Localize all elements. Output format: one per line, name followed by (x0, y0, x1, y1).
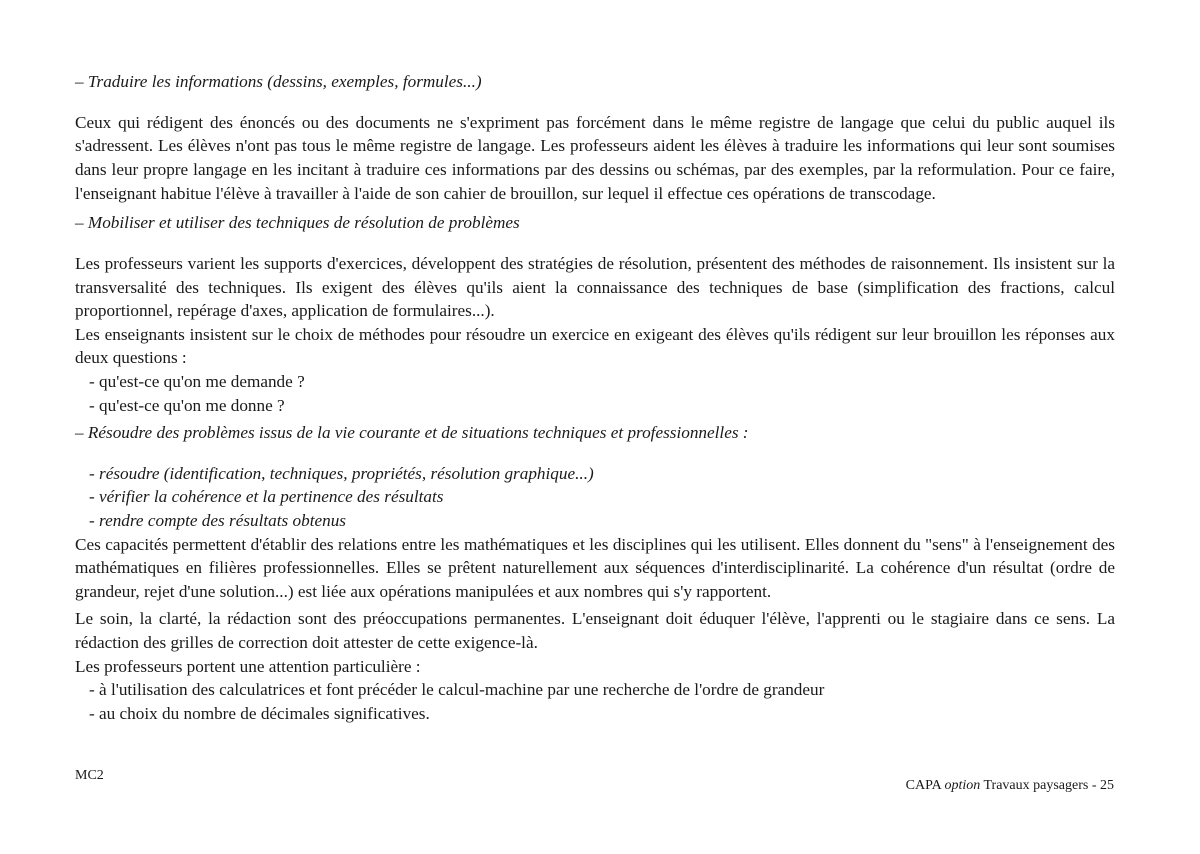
section-heading-traduire: – Traduire les informations (dessins, exemples, formules...) (75, 72, 482, 91)
list-item: - au choix du nombre de décimales significatives. (89, 703, 430, 723)
list-item: - à l'utilisation des calculatrices et font précéder le calcul-machine par une recherche de l'ordre de grandeur (89, 680, 825, 700)
paragraph-methodes: Les enseignants insistent sur le choix de méthodes pour résoudre un exercice en exigeant des élèves qu'ils rédigent sur leur brouillon les réponses aux deux questions : (75, 324, 1115, 368)
list-item: - qu'est-ce qu'on me donne ? (89, 395, 285, 415)
questions-list (75, 370, 1115, 417)
footer-option: option (944, 778, 981, 793)
paragraph-traduire: Ceux qui rédigent des énoncés ou des documents ne s'expriment pas forcément dans le même registre de langage que celui du public auquel ils s'adressent. Les élèves n'ont pas tous le même registre de langage. Les professeurs aident les élèves à traduire les informations qui leur sont soumises dans leur propre langage en les incitant à traduire ces informations par des dessins ou schémas, par des exemples, par la reformulation. Pour ce faire, l'enseignant habitue l'élève à travailler à l'aide de son cahier de brouillon, sur lequel il effectue ces opérations de transcodage. (75, 112, 1115, 203)
document-body (75, 70, 1115, 725)
footer-code: MC2 (75, 768, 104, 783)
section-heading-mobiliser: – Mobiliser et utiliser des techniques de résolution de problèmes (75, 213, 520, 233)
footer-prefix: CAPA (905, 778, 945, 793)
list-item: - qu'est-ce qu'on me demande ? (89, 371, 305, 391)
paragraph-soin: Le soin, la clarté, la rédaction sont des préoccupations permanentes. L'enseignant doit éduquer l'élève, l'apprenti ou le stagiaire dans ce sens. La rédaction des grilles de correction doit attester de cette exigence-là. (75, 609, 1115, 653)
section-heading-resoudre: – Résoudre des problèmes issus de la vie courante et de situations techniques et professionnelles : (75, 423, 749, 443)
paragraph-attention: Les professeurs portent une attention particulière : (75, 656, 421, 676)
paragraph-capacites: Ces capacités permettent d'établir des relations entre les mathématiques et les disciplines qui les utilisent. Elles donnent du "sens" à l'enseignement des mathématiques en filières professionnelles. Elles se prêtent naturellement aux séquences d'interdisciplinarité. La cohérence d'un résultat (ordre de grandeur, rejet d'une solution...) est liée aux opérations manipulées et aux nombres qui s'y rapportent. (75, 534, 1115, 601)
list-item: - vérifier la cohérence et la pertinence des résultats (89, 487, 444, 507)
list-item: - résoudre (identification, techniques, propriétés, résolution graphique...) (89, 463, 594, 483)
footer-suffix: Travaux paysagers - 25 (980, 778, 1114, 793)
paragraph-supports: Les professeurs varient les supports d'exercices, développent des stratégies de résolution, présentent des méthodes de raisonnement. Ils insistent sur la transversalité des techniques. Ils exigent des élèves qu'ils aient la connaissance des techniques de base (simplification des fractions, calcul proportionnel, repérage d'axes, application de formulaires...). (75, 253, 1115, 321)
footer-page-info (906, 778, 1114, 794)
list-item: - rendre compte des résultats obtenus (89, 511, 346, 531)
capacities-list (75, 462, 1115, 533)
attention-list (75, 678, 1115, 725)
